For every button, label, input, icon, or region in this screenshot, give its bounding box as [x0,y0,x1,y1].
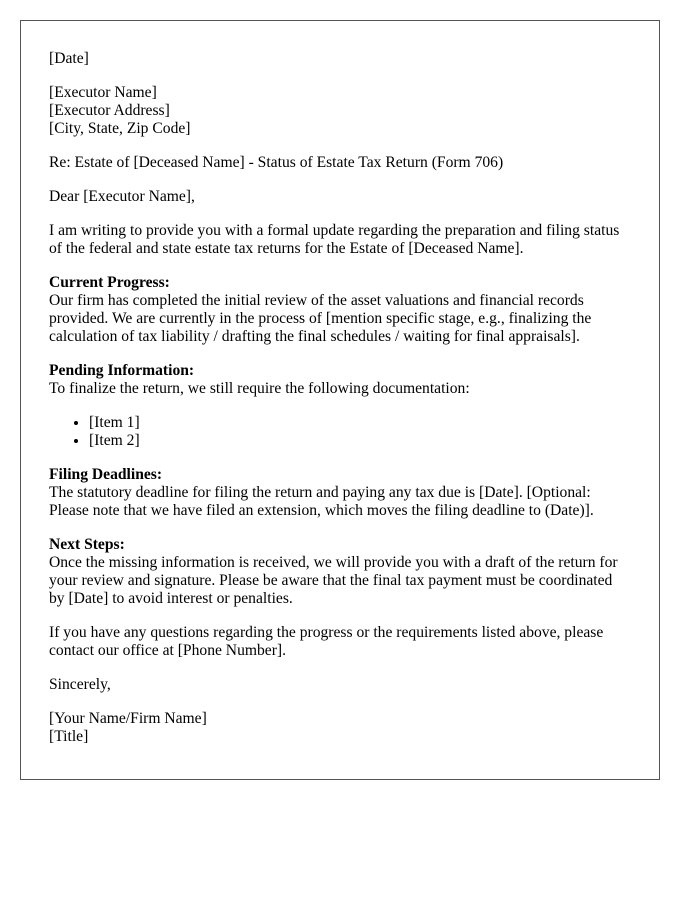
subject-line: Re: Estate of [Deceased Name] - Status of Estate Tax Return (Form 706) [49,154,504,171]
current-progress-section [49,274,631,346]
list-item: • [Item 1] [89,414,631,432]
intro-paragraph: I am writing to provide you with a formal update regarding the preparation and filing status of the federal and state estate tax returns for the Estate of [Deceased Name]. [49,222,620,257]
recipient-address: [Executor Address] [49,102,170,119]
signature-title: [Title] [49,728,89,745]
signature-name: [Your Name/Firm Name] [49,710,207,727]
pending-information-heading: Pending Information: [49,362,195,379]
signature-block [49,710,631,746]
current-progress-heading: Current Progress: [49,274,170,291]
salutation: Dear [Executor Name], [49,188,195,205]
recipient-city-state-zip: [City, State, Zip Code] [49,120,191,137]
next-steps-heading: Next Steps: [49,536,125,553]
pending-information-body: To finalize the return, we still require the following documentation: [49,380,470,397]
next-steps-body: Once the missing information is received, we will provide you with a draft of the return for your review and signature. Please be aware that the final tax payment must be coordinated by [Date] to avoid interest or penalties. [49,554,618,607]
list-item: • [Item 2] [89,432,631,450]
recipient-name: [Executor Name] [49,84,157,101]
pending-information-section [49,362,631,398]
recipient-address-block [49,84,631,138]
filing-deadlines-heading: Filing Deadlines: [49,466,163,483]
current-progress-body: Our firm has completed the initial review of the asset valuations and financial records provided. We are currently in the process of [mention specific stage, e.g., finalizing the calculation of tax liability / drafting the final schedules / waiting for final appraisals]. [49,292,592,345]
filing-deadlines-section [49,466,631,520]
pending-items-list [49,414,631,450]
letter-document [20,20,660,780]
filing-deadlines-body: The statutory deadline for filing the return and paying any tax due is [Date]. [Optional: Please note that we have filed an extension, which moves the filing deadline to (Date)]. [49,484,594,519]
letter-date: [Date] [49,50,89,67]
closing: Sincerely, [49,676,111,693]
next-steps-section [49,536,631,608]
closing-paragraph: If you have any questions regarding the progress or the requirements listed above, please contact our office at [Phone Number]. [49,624,604,659]
